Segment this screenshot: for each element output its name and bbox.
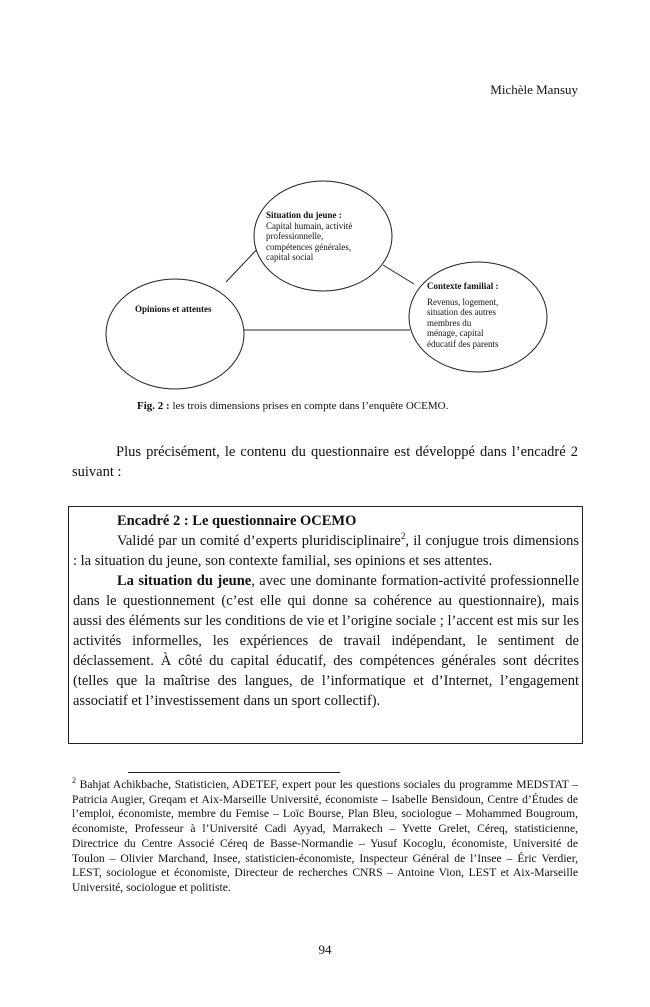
node-contexte-line: ménage, capital [427, 328, 484, 338]
figure-caption-text: les trois dimensions prises en compte dans l’enquête OCEMO. [169, 400, 449, 412]
node-situation-title: Situation du jeune : [266, 210, 342, 220]
node-situation-line: compétences générales, [266, 241, 351, 252]
encadre-box [68, 506, 583, 744]
node-opinions-text [135, 304, 212, 315]
node-situation-text [266, 210, 352, 263]
box-p1-after: , il conjugue trois dimensions : la situation du jeune, son contexte familial, ses opinions et ses attentes. [73, 533, 580, 569]
node-contexte-line: situation des autres [427, 307, 496, 317]
figure-caption [137, 400, 448, 412]
box-p2-bold: La situation du jeune [117, 573, 252, 589]
node-contexte-title: Contexte familial : [427, 281, 499, 291]
page-number: 94 [318, 942, 332, 957]
node-contexte-text [427, 281, 498, 349]
node-situation-line: capital social [266, 252, 314, 262]
box-title: Encadré 2 : Le questionnaire OCEMO [117, 513, 357, 529]
box-p2-rest: , avec une dominante formation-activité professionnelle dans le questionnement (c’est elle qui donne sa cohérence au questionnaire), mais aussi des éléments sur les conditions de vie et l’origine sociale ; l’accent est mis sur les activités informelles, les expériences de travail indépendant, le sentiment de déclassement. À côté du capital éducatif, des compétences générales sont décrites (telles que la maîtrise des langues, de l’informatique et d’Internet, l’engagement associatif et l’investissement dans un sport collectif). [73, 573, 580, 709]
box-p1-before: Validé par un comité d’experts pluridisciplinaire [117, 533, 401, 549]
node-situation-line: Capital humain, activité [266, 220, 353, 231]
figure-label: Fig. 2 : [137, 400, 170, 412]
box-paragraph-2 [73, 571, 579, 711]
node-situation-line: professionnelle, [266, 231, 324, 241]
node-opinions-title: Opinions et attentes [135, 304, 212, 314]
intro-paragraph: Plus précisément, le contenu du questionnaire est développé dans l’encadré 2 suivant : [72, 444, 578, 480]
node-contexte-line: éducatif des parents [427, 338, 499, 349]
footnote-text: Bahjat Achikbache, Statisticien, ADETEF, expert pour les questions sociales du programme MEDSTAT – Patricia Augier, Greqam et Aix-Marseille Université, économiste – Isabelle Bensidoun, Centre d’Études de l’emploi, économiste, membre du Femise – Loïc Bourse, Plan Bleu, sociologue – Mohammed Bougroum, économiste, Professeur à l’Université Cadi Ayyad, Marrakech – Yvette Grelet, Céreq, statisticienne, Directrice du Centre Associé Céreq de Basse-Normandie – Yusuf Kocoglu, économiste, Université de Toulon – Olivier Marchand, Insee, statisticien-économiste, Inspecteur Général de l’Insee – Éric Verdier, LEST, sociologue et économiste, Directeur de recherches CNRS – Antoine Vion, LEST et Aix-Marseille Université, sociologue et politiste. [72, 778, 578, 894]
three-dimensions-diagram [0, 0, 650, 400]
node-contexte-line: membres du [427, 317, 472, 328]
header-author: Michèle Mansuy [490, 82, 578, 97]
node-contexte-line: Revenus, logement, [427, 296, 499, 307]
connector-top-right [383, 265, 414, 284]
footnote [72, 778, 578, 896]
footnote-separator [128, 772, 340, 773]
footnote-number: 2 [72, 776, 76, 786]
box-paragraph-1 [73, 531, 579, 571]
footnote-ref[interactable]: 2 [400, 531, 406, 542]
node-opinions-circle [106, 279, 244, 389]
